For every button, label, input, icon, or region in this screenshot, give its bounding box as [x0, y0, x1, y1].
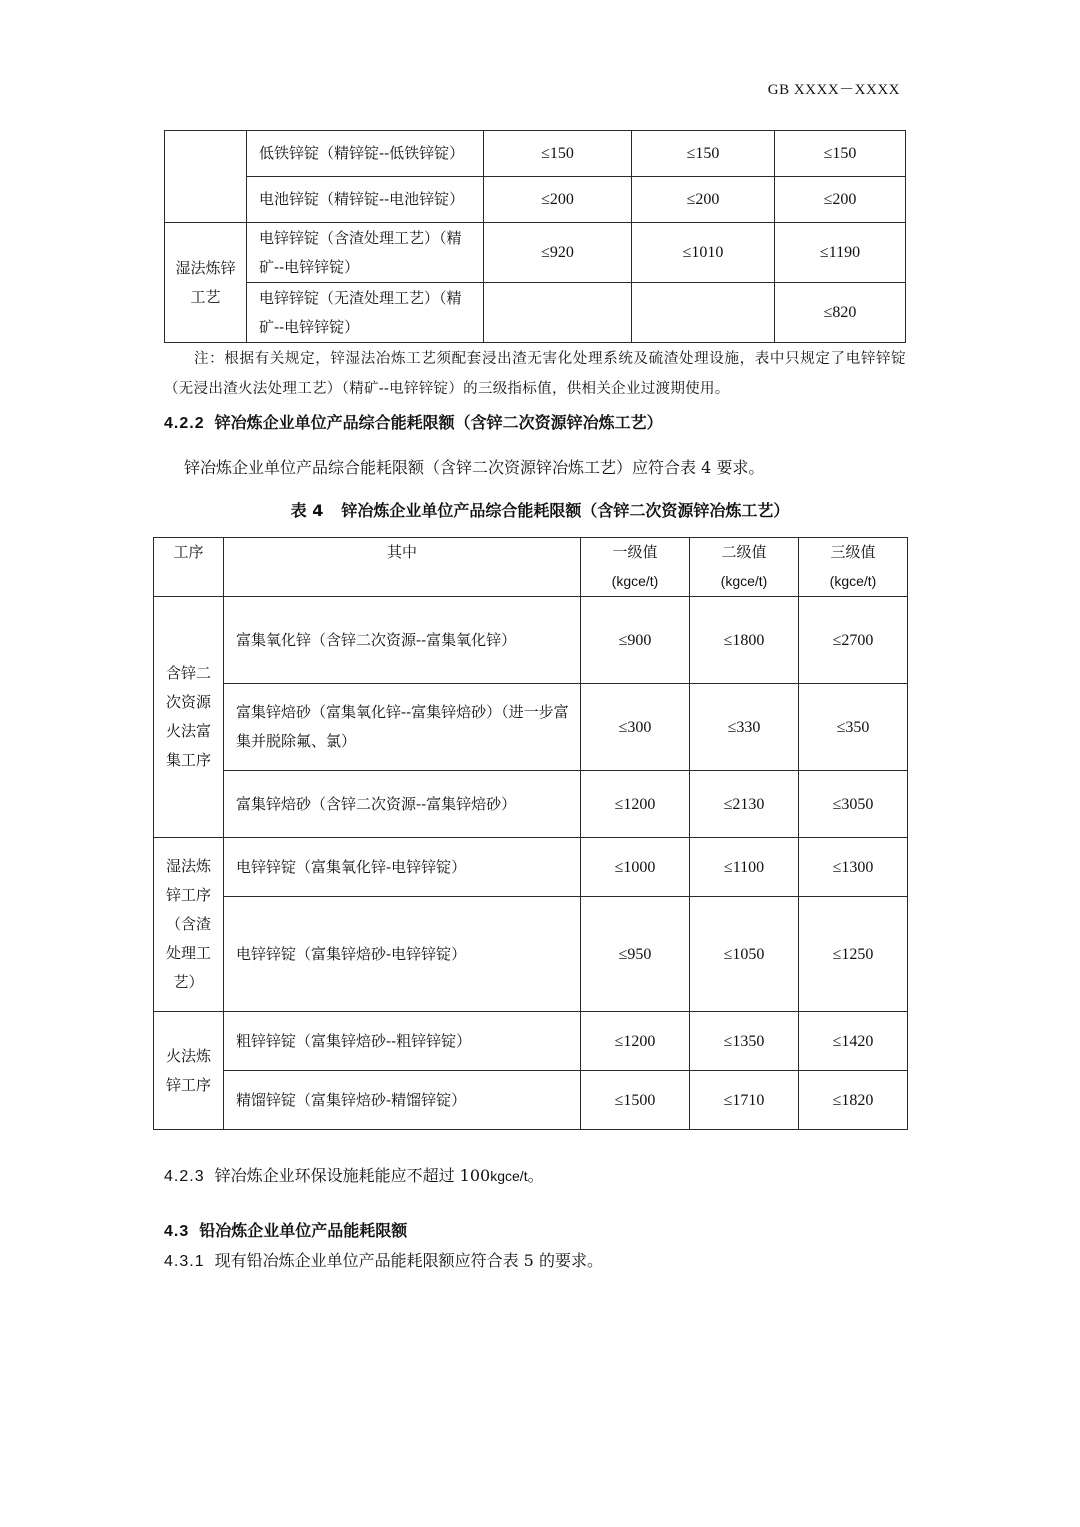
level2-value: ≤1050 — [690, 897, 799, 1012]
header-level3 — [799, 538, 908, 597]
level3-value: ≤200 — [775, 177, 906, 223]
header-item: 其中 — [224, 538, 581, 597]
level3-value: ≤150 — [775, 131, 906, 177]
level3-value: ≤1820 — [799, 1071, 908, 1130]
table-4 — [153, 537, 908, 1130]
section-number: 4.2.2 — [164, 415, 205, 432]
caption-title: 锌冶炼企业单位产品综合能耗限额（含锌二次资源锌冶炼工艺） — [341, 501, 790, 520]
section-heading-4-2-2 — [164, 410, 663, 433]
document-code: GB XXXX－XXXX — [767, 82, 900, 98]
group-cell-empty — [165, 131, 247, 223]
level1-value — [484, 283, 632, 343]
item-label: 富集锌焙砂（富集氧化锌--富集锌焙砂）（进一步富集并脱除氟、氯） — [224, 684, 581, 771]
table-row — [165, 177, 906, 223]
level2-value: ≤1710 — [690, 1071, 799, 1130]
header-unit: (kgce/t) — [611, 573, 659, 589]
table-row — [154, 1071, 908, 1130]
level3-value: ≤1190 — [775, 223, 906, 283]
section-4-3-1 — [164, 1248, 603, 1271]
level2-value — [632, 283, 775, 343]
item-label: 电锌锌锭（无渣处理工艺）（精矿--电锌锌锭） — [247, 283, 484, 343]
table-caption — [0, 498, 1080, 521]
section-number: 4.3 — [164, 1223, 190, 1240]
section-number: 4.3.1 — [164, 1253, 205, 1270]
level3-value: ≤350 — [799, 684, 908, 771]
level1-value: ≤1200 — [581, 1012, 690, 1071]
header-process: 工序 — [154, 538, 224, 597]
item-label: 电锌锌锭（富集锌焙砂-电锌锌锭） — [224, 897, 581, 1012]
table-row — [154, 684, 908, 771]
item-label: 富集锌焙砂（含锌二次资源--富集锌焙砂） — [224, 771, 581, 838]
level2-value: ≤1100 — [690, 838, 799, 897]
item-label: 电锌锌锭（富集氧化锌-电锌锌锭） — [224, 838, 581, 897]
level1-value: ≤920 — [484, 223, 632, 283]
level3-value: ≤1300 — [799, 838, 908, 897]
caption-label: 表 4 — [290, 501, 324, 520]
section-4-2-3 — [164, 1163, 544, 1186]
level2-value: ≤1800 — [690, 597, 799, 684]
table-row — [154, 771, 908, 838]
level2-value: ≤330 — [690, 684, 799, 771]
group-label-wet: 湿法炼锌工序（含渣处理工艺） — [154, 838, 224, 1012]
section-heading-4-3 — [164, 1218, 407, 1241]
paragraph-4-2-2: 锌冶炼企业单位产品综合能耗限额（含锌二次资源锌冶炼工艺）应符合表 4 要求。 — [184, 458, 765, 477]
table-continued — [164, 130, 906, 343]
table-row — [154, 897, 908, 1012]
section-text: 现有铅冶炼企业单位产品能耗限额应符合表 5 的要求。 — [214, 1251, 603, 1270]
section-end: 。 — [527, 1166, 544, 1185]
level2-value: ≤200 — [632, 177, 775, 223]
item-label: 粗锌锌锭（富集锌焙砂--粗锌锌锭） — [224, 1012, 581, 1071]
table-row — [154, 597, 908, 684]
item-label: 低铁锌锭（精锌锭--低铁锌锭） — [247, 131, 484, 177]
level3-value: ≤3050 — [799, 771, 908, 838]
level1-value: ≤900 — [581, 597, 690, 684]
group-label-secondary: 含锌二次资源火法富集工序 — [154, 597, 224, 838]
section-unit: kgce/t — [490, 1168, 528, 1184]
header-level1-label: 一级值 — [612, 543, 658, 561]
level2-value: ≤1350 — [690, 1012, 799, 1071]
item-label: 电池锌锭（精锌锭--电池锌锭） — [247, 177, 484, 223]
level2-value: ≤2130 — [690, 771, 799, 838]
level1-value: ≤1000 — [581, 838, 690, 897]
level3-value: ≤1420 — [799, 1012, 908, 1071]
section-text: 锌冶炼企业环保设施耗能应不超过 100 — [214, 1166, 491, 1185]
table-row — [165, 131, 906, 177]
level1-value: ≤200 — [484, 177, 632, 223]
level1-value: ≤300 — [581, 684, 690, 771]
table-row — [165, 283, 906, 343]
table-header-row — [154, 538, 908, 597]
item-label: 富集氧化锌（含锌二次资源--富集氧化锌） — [224, 597, 581, 684]
level1-value: ≤950 — [581, 897, 690, 1012]
section-title: 铅冶炼企业单位产品能耗限额 — [199, 1221, 408, 1240]
level2-value: ≤1010 — [632, 223, 775, 283]
level2-value: ≤150 — [632, 131, 775, 177]
section-number: 4.2.3 — [164, 1168, 205, 1185]
level1-value: ≤1200 — [581, 771, 690, 838]
table-row — [154, 1012, 908, 1071]
level3-value: ≤1250 — [799, 897, 908, 1012]
header-level2 — [690, 538, 799, 597]
item-label: 电锌锌锭（含渣处理工艺）（精矿--电锌锌锭） — [247, 223, 484, 283]
item-label: 精馏锌锭（富集锌焙砂-精馏锌锭） — [224, 1071, 581, 1130]
level3-value: ≤2700 — [799, 597, 908, 684]
header-unit: (kgce/t) — [720, 573, 768, 589]
group-label-pyro: 火法炼锌工序 — [154, 1012, 224, 1130]
group-label-wet: 湿法炼锌工艺 — [165, 223, 247, 343]
header-level3-label: 三级值 — [830, 543, 876, 561]
level3-value: ≤820 — [775, 283, 906, 343]
section-title: 锌冶炼企业单位产品综合能耗限额（含锌二次资源锌冶炼工艺） — [214, 413, 663, 432]
table-row — [165, 223, 906, 283]
header-unit: (kgce/t) — [829, 573, 877, 589]
table-row — [154, 838, 908, 897]
header-level1 — [581, 538, 690, 597]
table-note: 注：根据有关规定，锌湿法冶炼工艺须配套浸出渣无害化处理系统及硫渣处理设施，表中只规定了电锌锌锭（无浸出渣火法处理工艺）（精矿--电锌锌锭）的三级指标值，供相关企业过渡期使用。 — [164, 351, 906, 397]
level1-value: ≤150 — [484, 131, 632, 177]
header-level2-label: 二级值 — [721, 543, 767, 561]
level1-value: ≤1500 — [581, 1071, 690, 1130]
